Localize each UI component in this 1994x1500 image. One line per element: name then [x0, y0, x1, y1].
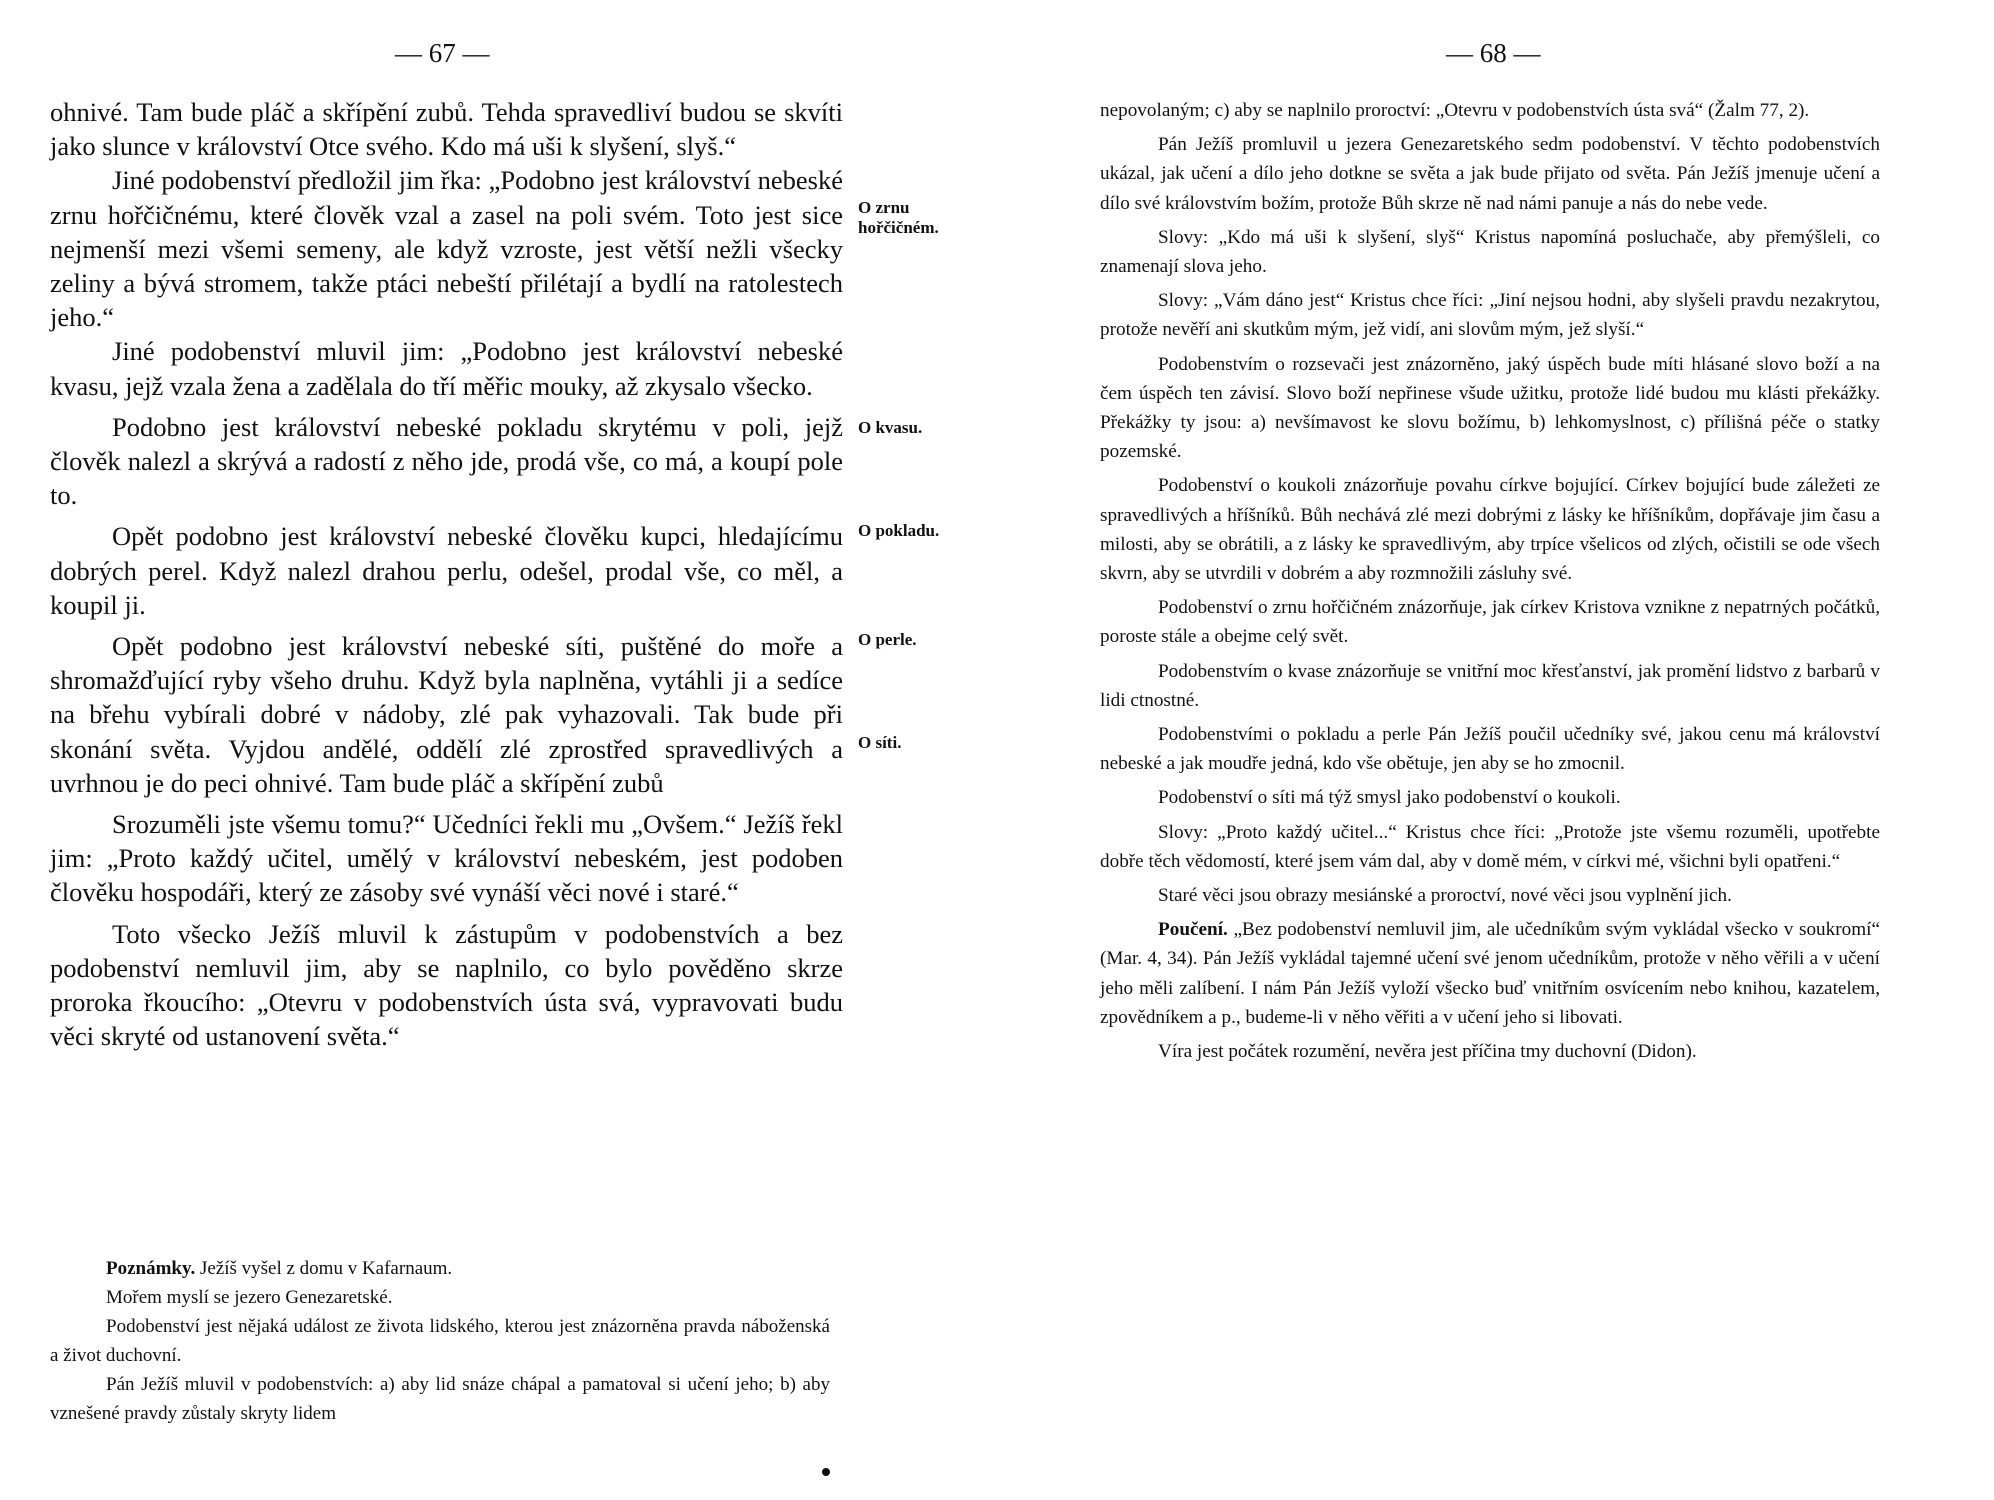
ink-dot	[822, 1468, 830, 1476]
page-number-67: — 67 —	[395, 38, 490, 68]
note-item: Podobenství jest nějaká událost ze života lidského, kterou jest znázorněna pravda náboženská a život duchovní.	[50, 1316, 830, 1366]
lesson-paragraph: Poučení. „Bez podobenství nemluvil jim, ale učedníkům svým vykládal všecko v soukromí“ (Mar. 4, 34). Pán Ježíš vykládal tajemné učení své jenom učedníkům, protože v něho věřili a v učení jeho měli zalíbení. I nám Pán Ježíš vyloží všecko buď vnitřním osvícením nebo knihou, kazatelem, zpovědníkem a p., budeme-li v něho věřiti a v učení jeho si libovati.	[1100, 919, 1880, 1028]
paragraph: Opět podobno jest království nebeské člověku kupci, hledajícímu dobrých perel. Když nalezl drahou perlu, odešel, prodal vše, co měl, a koupil ji.	[50, 521, 843, 620]
right-main-text	[1100, 96, 1880, 1071]
paragraph: Jiné podobenství předložil jim řka: „Podobno jest království nebeské zrnu hořčičnému, které člověk vzal a zasel na poli svém. Toto jest sice nejmenší mezi všemi semeny, ale když vzroste, jest větší nežli všecky zeliny a bývá stromem, takže ptáci nebeští přilétají a bydlí na ratolestech jeho.“	[50, 165, 843, 333]
right-page	[990, 0, 1994, 1500]
paragraph: Podobenstvím o rozsevači jest znázorněno, jaký úspěch bude míti hlásané slovo boží a na čem úspěch ten závisí. Slovo boží nepřinese všude užitku, protože lidé budou mu klásti překážky. Překážky ty jsou: a) nevšímavost ke slovu božímu, b) lehkomyslnost, c) přílišná péče o statky pozemské.	[1100, 353, 1880, 463]
closing-paragraph: Víra jest počátek rozumění, nevěra jest příčina tmy duchovní (Didon).	[1158, 1041, 1697, 1063]
paragraph: Jiné podobenství mluvil jim: „Podobno jest království nebeské kvasu, jejž vzala žena a zadělala do tří měřic mouky, až zkysalo všecko.	[50, 336, 843, 401]
paragraph: ohnivé. Tam bude pláč a skřípění zubů. Tehda spravedliví budou se skvíti jako slunce v království Otce svého. Kdo má uši k slyšení, slyš.“	[50, 97, 843, 162]
paragraph: Toto všecko Ježíš mluvil k zástupům v podobenstvích a bez podobenství nemluvil jim, aby se naplnilo, co bylo pověděno skrze proroka řkoucího: „Otevru v podobenstvích ústa svá, vypravovati budu věci skryté od ustanovení světa.“	[50, 918, 843, 1052]
margin-note-net: O síti.	[858, 733, 902, 752]
paragraph: Slovy: „Proto každý učitel...“ Kristus chce říci: „Protože jste všemu rozuměli, upotřebte dobře těch vědomostí, které jsem vám dal, aby v domě mém, v církvi mé, všichni byli opatřeni.“	[1100, 821, 1880, 872]
paragraph: nepovolaným; c) aby se naplnilo proroctví: „Otevru v podobenstvích ústa svá“ (Žalm 77, 2).	[1100, 100, 1810, 121]
margin-note-mustard: O zrnu hořčičném.	[858, 198, 939, 237]
paragraph: Srozuměli jste všemu tomu?“ Učedníci řekli mu „Ovšem.“ Ježíš řekl jim: „Proto každý učitel, umělý v království nebeském, jest podoben člověku hospodáři, který ze zásoby své vynáší věci nové i staré.“	[50, 809, 843, 908]
paragraph: Staré věci jsou obrazy mesiánské a proroctví, nové věci jsou vyplnění jich.	[1158, 885, 1732, 907]
left-main-text	[50, 95, 843, 1053]
paragraph: Slovy: „Kdo má uši k slyšení, slyš“ Kristus napomíná posluchače, aby přemýšleli, co znamenají slova jeho.	[1100, 226, 1880, 278]
paragraph: Opět podobno jest království nebeské síti, puštěné do moře a shromažďující ryby všeho druhu. Když byla naplněna, vytáhli ji a sedíce na břehu vybírali dobré v nádoby, zlé pak vyhazovali. Tak bude při skonání světa. Vyjdou andělé, oddělí zlé zprostřed spravedlivých a uvrhnou je do peci ohnivé. Tam bude pláč a skřípění zubů	[50, 631, 843, 798]
paragraph: Podobno jest království nebeské pokladu skrytému v poli, jejž člověk nalezl a skrývá a radostí z něho jde, prodá vše, co má, a koupí pole to.	[50, 411, 843, 511]
margin-note-yeast: O kvasu.	[858, 418, 923, 437]
notes-section	[50, 1254, 830, 1428]
note-item: Pán Ježíš mluvil v podobenstvích: a) aby lid snáze chápal a pamatoval si učení jeho; b) aby vznešené pravdy zůstaly skryty lidem	[50, 1374, 830, 1424]
paragraph: Podobenství o síti má týž smysl jako podobenství o koukoli.	[1158, 787, 1621, 809]
paragraph: Podobenstvími o pokladu a perle Pán Ježíš poučil učedníky své, jakou cenu má království nebeské a jak moudře jedná, kdo vše obětuje, jen aby se ho zmocnil.	[1100, 724, 1880, 775]
page-number-68: — 68 —	[1446, 38, 1541, 68]
paragraph: Podobenství o zrnu hořčičném znázorňuje, jak církev Kristova vznikne z nepatrných počátků, poroste stále a obejme celý svět.	[1100, 597, 1880, 648]
paragraph: Podobenstvím o kvase znázorňuje se vnitřní moc křesťanství, jak promění lidstvo z barbarů v lidi ctnostné.	[1100, 660, 1880, 711]
margin-note-treasure: O pokladu.	[858, 521, 940, 540]
paragraph: Slovy: „Vám dáno jest“ Kristus chce říci: „Jiní nejsou hodni, aby slyšeli pravdu nezakrytou, protože nevěří ani skutkům mým, jež vidí, ani slovům mým, jež slyší.“	[1100, 290, 1880, 341]
note-item: Mořem myslí se jezero Genezaretské.	[106, 1287, 393, 1308]
margin-note-pearl: O perle.	[858, 630, 917, 649]
paragraph: Podobenství o koukoli znázorňuje povahu církve bojující. Církev bojující bude záležeti ze spravedlivých a hříšníků. Bůh nechává zlé mezi dobrými z lásky ke hříšníkům, dopřávaje jim času a milosti, aby se obrátili, a z lásky ke spravedlivým, aby trpíce všelicos od zlých, očistili se ode všech skvrn, aby se utvrdili v dobrém a aby rozmnožili zásluhy své.	[1100, 475, 1880, 585]
lesson-heading: Poučení.	[1158, 919, 1228, 941]
left-page	[0, 0, 990, 1500]
notes-heading: Poznámky.	[106, 1258, 196, 1279]
note-item: Poznámky. Ježíš vyšel z domu v Kafarnaum.	[106, 1258, 453, 1279]
paragraph: Pán Ježíš promluvil u jezera Genezaretského sedm podobenství. V těchto podobenstvích ukázal, jak učení a dílo jeho dotkne se světa a jak bude přijato od světa. Pán Ježíš jmenuje učení a dílo své královstvím božím, protože Bůh skrze ně nad námi panuje a nás do nebe vede.	[1100, 134, 1880, 214]
